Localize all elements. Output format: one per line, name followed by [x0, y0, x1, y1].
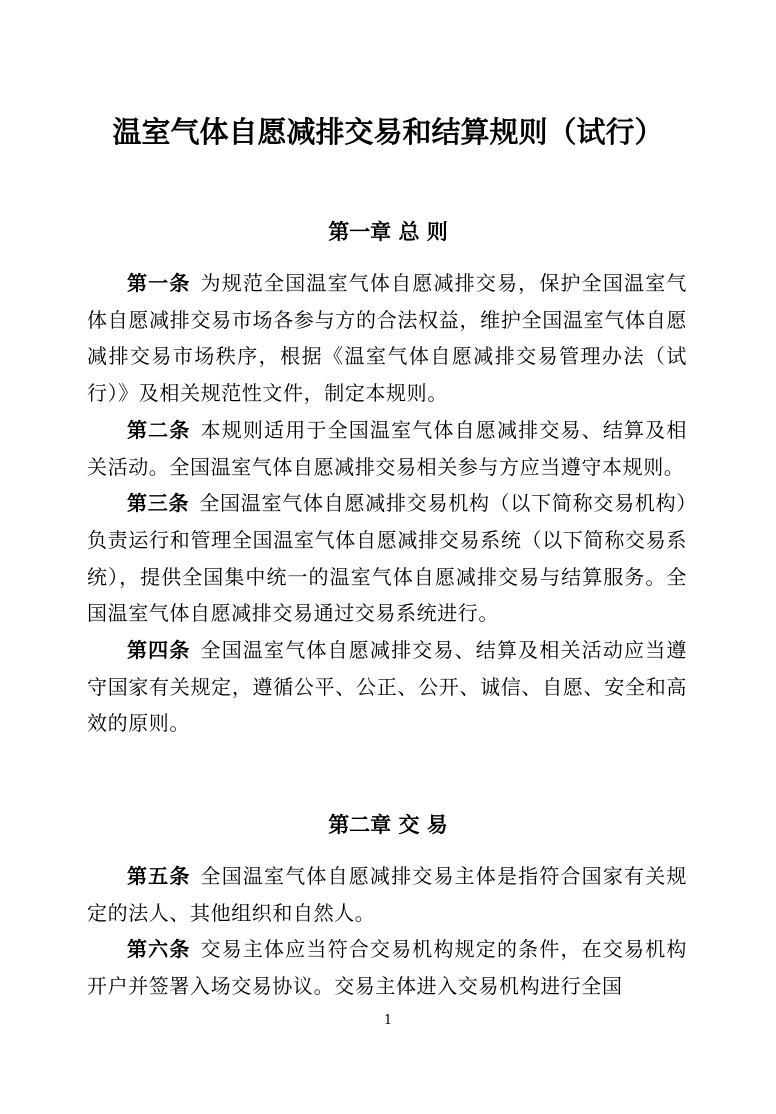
article-text: 交易主体应当符合交易机构规定的条件，在交易机构开户并签署入场交易协议。交易主体进入交易机构进行全国	[87, 937, 687, 999]
article-number: 第六条	[127, 937, 191, 962]
document-title: 温室气体自愿减排交易和结算规则（试行）	[112, 115, 664, 149]
article-paragraph	[87, 485, 687, 632]
article-paragraph	[87, 858, 687, 931]
chapter-heading-2: 第二章 交 易	[328, 812, 448, 837]
page-number: 1	[383, 1013, 393, 1028]
article-paragraph	[87, 412, 687, 485]
article-paragraph	[87, 931, 687, 1004]
article-paragraph	[87, 632, 687, 742]
chapter-1-body	[87, 265, 687, 742]
article-text: 全国温室气体自愿减排交易机构（以下简称交易机构）负责运行和管理全国温室气体自愿减排交易系统（以下简称交易系统），提供全国集中统一的温室气体自愿减排交易与结算服务。全国温室气体自愿减排交易通过交易系统进行。	[87, 491, 687, 626]
chapter-2-body	[87, 858, 687, 1005]
article-number: 第三条	[127, 491, 190, 516]
article-paragraph	[87, 265, 687, 412]
article-text: 本规则适用于全国温室气体自愿减排交易、结算及相关活动。全国温室气体自愿减排交易相关参与方应当遵守本规则。	[87, 417, 687, 479]
article-text: 为规范全国温室气体自愿减排交易，保护全国温室气体自愿减排交易市场各参与方的合法权益，维护全国温室气体自愿减排交易市场秩序，根据《温室气体自愿减排交易管理办法（试行）》及相关规范性文件，制定本规则。	[87, 271, 687, 406]
article-text: 全国温室气体自愿减排交易主体是指符合国家有关规定的法人、其他组织和自然人。	[87, 864, 687, 925]
article-number: 第二条	[127, 417, 191, 442]
article-text: 全国温室气体自愿减排交易、结算及相关活动应当遵守国家有关规定，遵循公平、公正、公开、诚信、自愿、安全和高效的原则。	[87, 638, 687, 736]
article-number: 第四条	[127, 638, 191, 663]
article-number: 第五条	[127, 864, 191, 888]
chapter-heading-1: 第一章 总 则	[328, 219, 448, 244]
article-number: 第一条	[127, 271, 191, 295]
